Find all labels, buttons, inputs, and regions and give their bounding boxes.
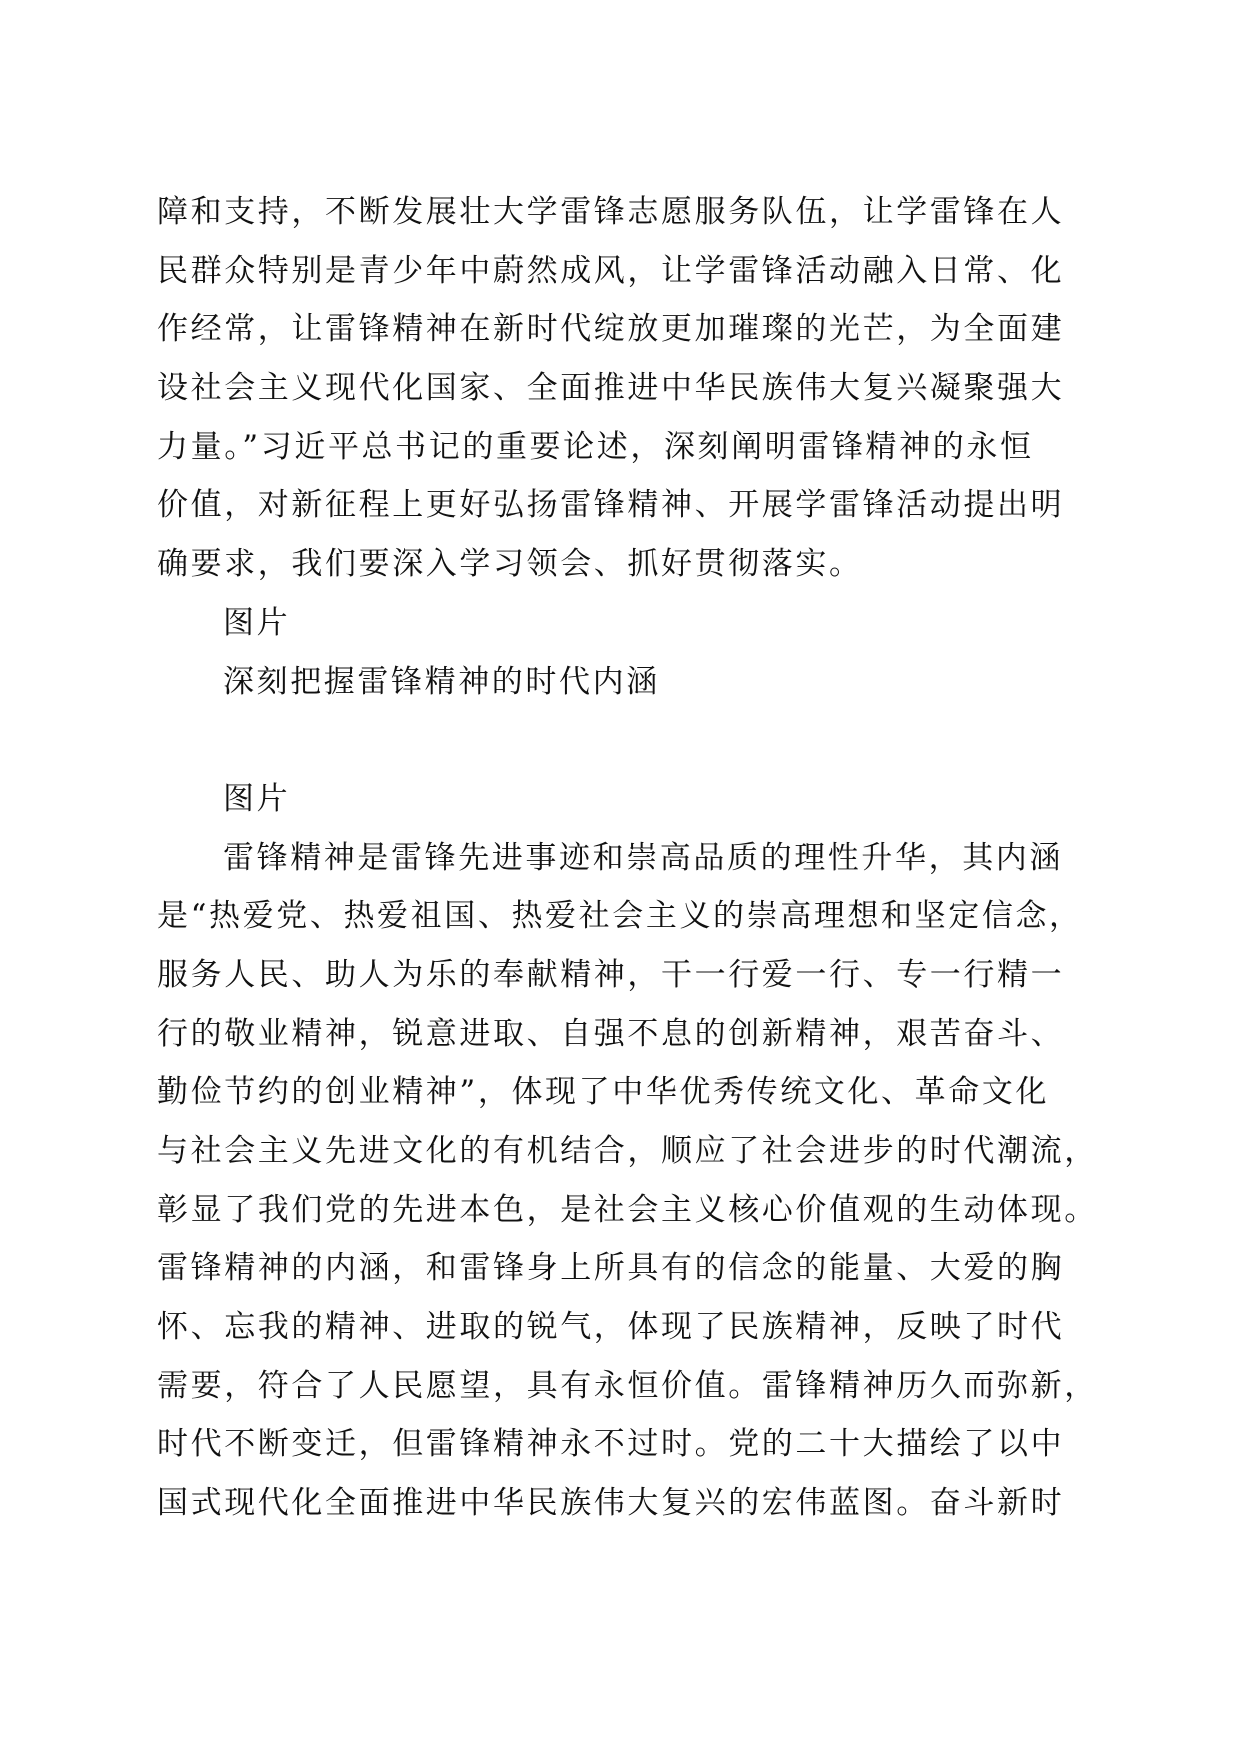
paragraph-1-line: 民群众特别是青少年中蔚然成风，让学雷锋活动融入日常、化 (157, 252, 1065, 289)
paragraph-1 (157, 183, 1087, 594)
paragraph-1-line: 设社会主义现代化国家、全面推进中华民族伟大复兴凝聚强大 (157, 370, 1065, 407)
paragraph-2-line: 雷锋精神是雷锋先进事迹和崇高品质的理性升华，其内涵 (223, 839, 1063, 876)
paragraph-2-line: 时代不断变迁，但雷锋精神永不过时。党的二十大描绘了以中 (157, 1426, 1065, 1463)
paragraph-2-line: 怀、忘我的精神、进取的锐气，体现了民族精神，反映了时代 (157, 1309, 1065, 1346)
paragraph-2-line: 国式现代化全面推进中华民族伟大复兴的宏伟蓝图。奋斗新时 (157, 1485, 1065, 1522)
document-body (157, 183, 1098, 1533)
paragraph-2-line: 雷锋精神的内涵，和雷锋身上所具有的信念的能量、大爱的胸 (157, 1250, 1065, 1287)
section-heading: 深刻把握雷锋精神的时代内涵 (223, 663, 660, 700)
paragraph-2-line: 彰显了我们党的先进本色，是社会主义核心价值观的生动体现。 (157, 1191, 1098, 1228)
paragraph-2-line: 与社会主义先进文化的有机结合，顺应了社会进步的时代潮流， (157, 1133, 1098, 1169)
blank-line (157, 711, 1087, 770)
paragraph-1-line: 力量。”习近平总书记的重要论述，深刻阐明雷锋精神的永恒 (157, 428, 1034, 465)
image-placeholder-label: 图片 (223, 604, 291, 641)
paragraph-2-line: 服务人民、助人为乐的奉献精神，干一行爱一行、专一行精一 (157, 956, 1065, 993)
paragraph-1-line: 障和支持，不断发展壮大学雷锋志愿服务队伍，让学雷锋在人 (157, 194, 1065, 230)
paragraph-1-line: 确要求，我们要深入学习领会、抓好贯彻落实。 (157, 546, 863, 583)
paragraph-2-line: 是“热爱党、热爱祖国、热爱社会主义的崇高理想和坚定信念， (157, 898, 1083, 935)
paragraph-2 (157, 829, 1098, 1533)
paragraph-2-line: 行的敬业精神，锐意进取、自强不息的创新精神，艰苦奋斗、 (157, 1015, 1065, 1052)
image-placeholder-label: 图片 (223, 780, 291, 817)
paragraph-2-line: 需要，符合了人民愿望，具有永恒价值。雷锋精神历久而弥新， (157, 1367, 1098, 1404)
paragraph-2-line: 勤俭节约的创业精神”，体现了中华优秀传统文化、革命文化 (157, 1074, 1050, 1111)
paragraph-1-line: 作经常，让雷锋精神在新时代绽放更加璀璨的光芒，为全面建 (157, 311, 1065, 348)
paragraph-1-line: 价值，对新征程上更好弘扬雷锋精神、开展学雷锋活动提出明 (157, 487, 1065, 524)
